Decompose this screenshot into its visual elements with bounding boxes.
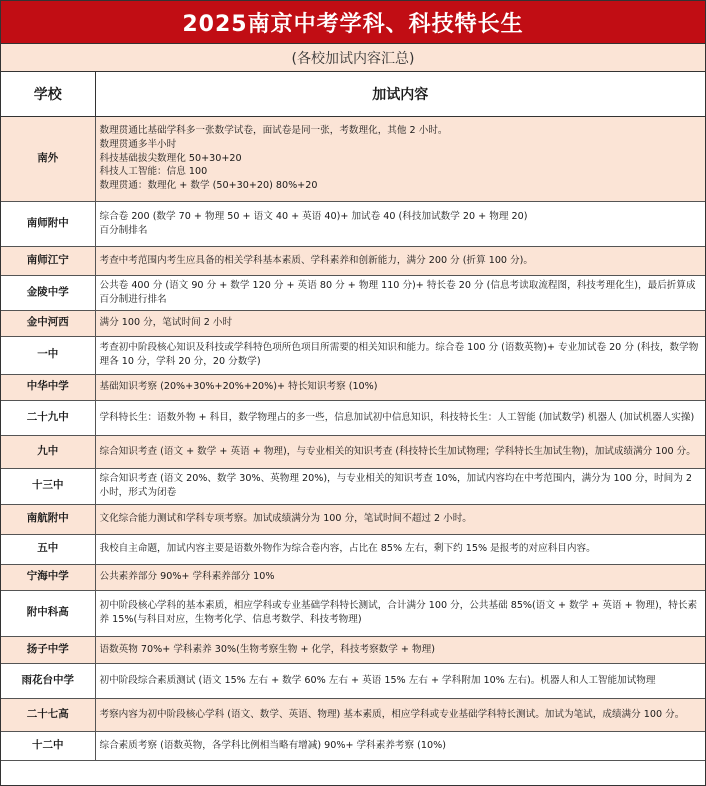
content-line: 满分 100 分，笔试时间 2 小时	[99, 317, 233, 329]
school-name: 十二中	[1, 731, 95, 760]
content-line: 考察内容为初中阶段核心学科 (语文、数学、英语、物理) 基本素质，相应学科或专业基础学科特长测试。加试为笔试，成绩满分 100 分。	[99, 708, 685, 720]
content-line: 公共卷 400 分 (语文 90 分 + 数学 120 分 + 英语 80 分 + 物理 110 分)+ 特长卷 20 分 (信息考读取流程图，科技考理化生)，最后折算成百分制进行排名	[99, 279, 696, 305]
exam-content	[95, 731, 705, 760]
content-line: 百分制排名	[99, 224, 148, 236]
table-row	[1, 534, 705, 564]
content-line: 数理贯通多半小时	[99, 138, 177, 150]
exam-content	[95, 275, 705, 310]
table-row	[1, 310, 705, 336]
content-line: 综合素质考察 (语数英物，各学科比例相当略有增减) 90%+ 学科素养考察 (10%)	[99, 739, 446, 751]
content-line: 科技基础拔尖数理化 50+30+20	[99, 152, 242, 164]
exam-content	[95, 663, 705, 698]
content-line: 科技人工智能：信息 100	[99, 166, 208, 178]
school-name: 五中	[1, 534, 95, 564]
exam-content	[95, 435, 705, 468]
school-name: 南航附中	[1, 504, 95, 534]
content-line: 初中阶段综合素质测试 (语文 15% 左右 + 数学 60% 左右 + 英语 15% 左右 + 学科附加 10% 左右)。机器人和人工智能加试物理	[99, 674, 656, 686]
school-name: 附中科高	[1, 590, 95, 636]
table-row	[1, 400, 705, 435]
content-line: 学科特长生：语数外物 + 科目，数学物理占的多一些，信息加试初中信息知识，科技特长生：人工智能 (加试数学) 机器人 (加试机器人实操)	[99, 411, 695, 423]
exam-content	[95, 336, 705, 374]
content-line: 数理贯通：数理化 + 数学 (50+30+20) 80%+20	[99, 180, 318, 192]
content-line: 公共素养部分 90%+ 学科素养部分 10%	[99, 571, 275, 583]
table-row	[1, 336, 705, 374]
exam-content	[95, 310, 705, 336]
table-row	[1, 698, 705, 731]
school-name: 雨花台中学	[1, 663, 95, 698]
table-row	[1, 468, 705, 504]
content-line: 综合卷 200 (数学 70 + 物理 50 + 语文 40 + 英语 40)+ 加试卷 40 (科技加试数学 20 + 物理 20)	[99, 210, 528, 222]
school-name: 南师附中	[1, 201, 95, 246]
exam-content-table	[1, 72, 705, 761]
exam-content	[95, 468, 705, 504]
school-name: 十三中	[1, 468, 95, 504]
school-name: 二十七高	[1, 698, 95, 731]
exam-content	[95, 201, 705, 246]
school-name: 一中	[1, 336, 95, 374]
exam-content	[95, 636, 705, 663]
content-line: 基础知识考察 (20%+30%+20%+20%)+ 特长知识考察 (10%)	[99, 381, 378, 393]
table-row	[1, 201, 705, 246]
content-line: 语数英物 70%+ 学科素养 30%(生物考察生物 + 化学，科技考察数学 + 物理)	[99, 643, 435, 655]
header-content: 加试内容	[95, 72, 705, 116]
header-school: 学校	[1, 72, 95, 116]
table-row	[1, 116, 705, 201]
table-row	[1, 435, 705, 468]
exam-content	[95, 534, 705, 564]
content-line: 综合知识考查 (语文 + 数学 + 英语 + 物理)，与专业相关的知识考查 (科技特长生加试物理；学科特长生加试生物)，加试成绩满分 100 分。	[99, 445, 696, 457]
exam-content	[95, 590, 705, 636]
content-line: 我校自主命题，加试内容主要是语数外物作为综合卷内容，占比在 85% 左右，剩下约 15% 是报考的对应科目内容。	[99, 543, 596, 555]
content-line: 数理贯通比基础学科多一张数学试卷，面试卷是同一张，考数理化，其他 2 小时。	[99, 124, 448, 136]
page-subtitle: (各校加试内容汇总)	[1, 44, 705, 72]
content-line: 考查中考范围内考生应具备的相关学科基本素质、学科素养和创新能力，满分 200 分 (折算 100 分)。	[99, 254, 534, 266]
content-line: 文化综合能力测试和学科专项考察。加试成绩满分为 100 分，笔试时间不超过 2 小时。	[99, 513, 472, 525]
school-name: 宁海中学	[1, 564, 95, 590]
exam-content	[95, 374, 705, 400]
exam-content	[95, 564, 705, 590]
school-name: 金中河西	[1, 310, 95, 336]
table-row	[1, 564, 705, 590]
exam-content	[95, 400, 705, 435]
content-line: 初中阶段核心学科的基本素质，相应学科或专业基础学科特长测试，合计满分 100 分，公共基础 85%(语文 + 数学 + 英语 + 物理)，特长素养 15%(与科目对应，生物考化学、信息考数学、科技考物理)	[99, 600, 698, 625]
table-row	[1, 275, 705, 310]
school-name: 金陵中学	[1, 275, 95, 310]
school-name: 南师江宁	[1, 246, 95, 275]
table-row	[1, 636, 705, 663]
table-row	[1, 731, 705, 760]
content-line: 考查初中阶段核心知识及科技或学科特色项所色项目所需要的相关知识和能力。综合卷 100 分 (语数英物)+ 专业加试卷 20 分 (科技，数学物理各 10 分，学科 20 分，20 分数学)	[99, 342, 699, 367]
content-line: 综合知识考查 (语文 20%、数学 30%、英物理 20%)，与专业相关的知识考查 10%，加试内容均在中考范围内，满分为 100 分，时间为 2 小时，形式为闭卷	[99, 473, 692, 498]
school-name: 九中	[1, 435, 95, 468]
table-row	[1, 374, 705, 400]
school-name: 二十九中	[1, 400, 95, 435]
exam-content	[95, 116, 705, 201]
exam-content	[95, 246, 705, 275]
school-name: 南外	[1, 116, 95, 201]
table-row	[1, 246, 705, 275]
exam-content	[95, 698, 705, 731]
table-row	[1, 504, 705, 534]
table-row	[1, 663, 705, 698]
school-name: 中华中学	[1, 374, 95, 400]
table-row	[1, 590, 705, 636]
school-name: 扬子中学	[1, 636, 95, 663]
exam-content	[95, 504, 705, 534]
page-title: 2025南京中考学科、科技特长生	[1, 1, 705, 44]
